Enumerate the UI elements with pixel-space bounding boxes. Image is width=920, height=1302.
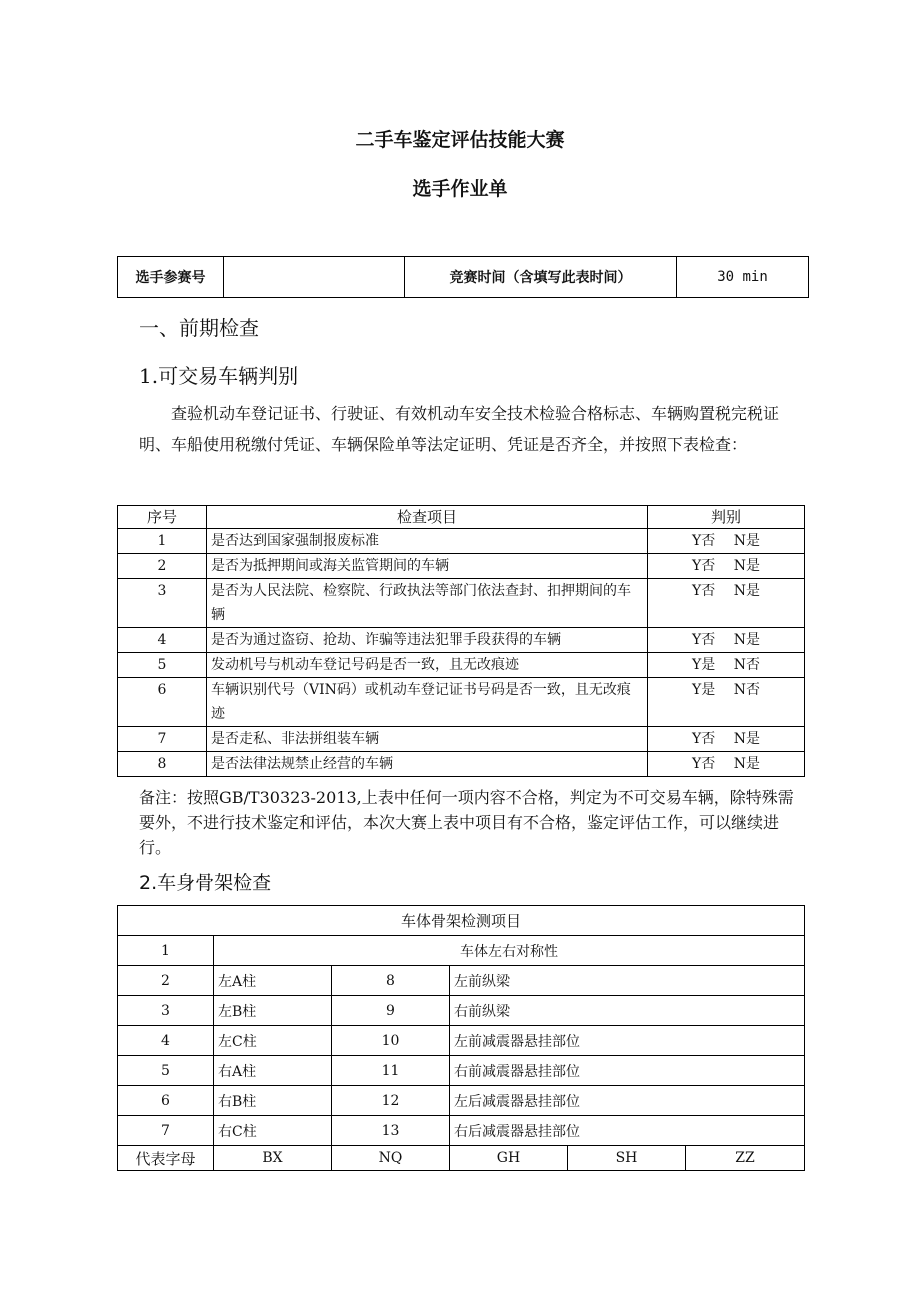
table-row bbox=[118, 529, 805, 554]
participant-info-table bbox=[117, 256, 809, 298]
row-no: 7 bbox=[118, 727, 207, 752]
row-judge[interactable]: Y否 N是 bbox=[648, 554, 805, 579]
code-letter: GH bbox=[450, 1146, 568, 1171]
remark-note: 备注：按照GB/T30323-2013,上表中任何一项内容不合格，判定为不可交易车辆，除特殊需要外，不进行技术鉴定和评估，本次大赛上表中项目有不合格，鉴定评估工作，可以继续进行。 bbox=[139, 788, 794, 857]
frame-no-right: 11 bbox=[332, 1056, 450, 1086]
frame-item-left: 右C柱 bbox=[214, 1116, 332, 1146]
row-item: 是否为抵押期间或海关监管期间的车辆 bbox=[207, 554, 648, 579]
table-row bbox=[118, 653, 805, 678]
table-row bbox=[118, 579, 805, 628]
document-subtitle: 选手作业单 bbox=[412, 178, 508, 200]
codes-row bbox=[118, 1146, 805, 1171]
row-no: 6 bbox=[118, 678, 207, 727]
time-value: 30 min bbox=[677, 257, 809, 298]
row-judge[interactable]: Y否 N是 bbox=[648, 628, 805, 653]
participant-number-field[interactable] bbox=[224, 257, 405, 298]
subheading-body-frame-check: 2.车身骨架检查 bbox=[139, 872, 272, 894]
table-row bbox=[118, 752, 805, 777]
frame-no: 1 bbox=[118, 936, 214, 966]
row-no: 4 bbox=[118, 628, 207, 653]
table-row bbox=[118, 727, 805, 752]
frame-item-left: 左B柱 bbox=[214, 996, 332, 1026]
subheading-tradeable-vehicle: 1.可交易车辆判别 bbox=[139, 364, 299, 388]
table-header-row bbox=[118, 506, 805, 529]
row-no: 5 bbox=[118, 653, 207, 678]
table-row bbox=[118, 1116, 805, 1146]
header-judge: 判别 bbox=[648, 506, 805, 529]
frame-item-right: 右前纵梁 bbox=[450, 996, 805, 1026]
frame-no-right: 8 bbox=[332, 966, 450, 996]
frame-item-left: 左C柱 bbox=[214, 1026, 332, 1056]
frame-item-left: 右B柱 bbox=[214, 1086, 332, 1116]
frame-item-right: 左前减震器悬挂部位 bbox=[450, 1026, 805, 1056]
frame-item-left: 右A柱 bbox=[214, 1056, 332, 1086]
frame-table-title: 车体骨架检测项目 bbox=[118, 906, 805, 936]
frame-no: 3 bbox=[118, 996, 214, 1026]
row-item: 车辆识别代号（VIN码）或机动车登记证书号码是否一致，且无改痕迹 bbox=[207, 678, 648, 727]
frame-item-right: 右后减震器悬挂部位 bbox=[450, 1116, 805, 1146]
row-judge[interactable]: Y否 N是 bbox=[648, 752, 805, 777]
row-judge[interactable]: Y否 N是 bbox=[648, 727, 805, 752]
table-row bbox=[118, 1086, 805, 1116]
frame-item-right: 左后减震器悬挂部位 bbox=[450, 1086, 805, 1116]
frame-no-right: 13 bbox=[332, 1116, 450, 1146]
row-judge[interactable]: Y否 N是 bbox=[648, 529, 805, 554]
row-no: 2 bbox=[118, 554, 207, 579]
frame-item: 车体左右对称性 bbox=[214, 936, 805, 966]
header-no: 序号 bbox=[118, 506, 207, 529]
row-judge[interactable]: Y是 N否 bbox=[648, 678, 805, 727]
row-item: 是否走私、非法拼组装车辆 bbox=[207, 727, 648, 752]
frame-no: 5 bbox=[118, 1056, 214, 1086]
frame-no: 4 bbox=[118, 1026, 214, 1056]
code-letter: NQ bbox=[332, 1146, 450, 1171]
frame-item-right: 左前纵梁 bbox=[450, 966, 805, 996]
table-row bbox=[118, 996, 805, 1026]
body-frame-table bbox=[117, 905, 805, 1171]
row-item: 是否法律法规禁止经营的车辆 bbox=[207, 752, 648, 777]
code-letter: ZZ bbox=[686, 1146, 805, 1171]
table-row bbox=[118, 628, 805, 653]
frame-no: 6 bbox=[118, 1086, 214, 1116]
frame-no-right: 10 bbox=[332, 1026, 450, 1056]
frame-no-right: 12 bbox=[332, 1086, 450, 1116]
row-no: 8 bbox=[118, 752, 207, 777]
time-label: 竞赛时间（含填写此表时间） bbox=[405, 257, 677, 298]
section-heading-preliminary-check: 一、前期检查 bbox=[139, 316, 259, 340]
code-letter: SH bbox=[568, 1146, 686, 1171]
participant-label: 选手参赛号 bbox=[118, 257, 224, 298]
frame-item-right: 右前减震器悬挂部位 bbox=[450, 1056, 805, 1086]
document-title: 二手车鉴定评估技能大赛 bbox=[355, 129, 565, 151]
frame-item-left: 左A柱 bbox=[214, 966, 332, 996]
row-item: 是否达到国家强制报废标准 bbox=[207, 529, 648, 554]
table-row bbox=[118, 1056, 805, 1086]
instruction-paragraph: 查验机动车登记证书、行驶证、有效机动车安全技术检验合格标志、车辆购置税完税证明、车船使用税缴付凭证、车辆保险单等法定证明、凭证是否齐全，并按照下表检查： bbox=[139, 404, 780, 454]
table-row bbox=[118, 554, 805, 579]
row-judge[interactable]: Y否 N是 bbox=[648, 579, 805, 628]
codes-label: 代表字母 bbox=[118, 1146, 214, 1171]
row-item: 是否为通过盗窃、抢劫、诈骗等违法犯罪手段获得的车辆 bbox=[207, 628, 648, 653]
row-no: 1 bbox=[118, 529, 207, 554]
frame-no: 7 bbox=[118, 1116, 214, 1146]
tradeable-check-table bbox=[117, 505, 805, 777]
frame-no: 2 bbox=[118, 966, 214, 996]
row-no: 3 bbox=[118, 579, 207, 628]
table-row bbox=[118, 936, 805, 966]
row-item: 发动机号与机动车登记号码是否一致，且无改痕迹 bbox=[207, 653, 648, 678]
row-item: 是否为人民法院、检察院、行政执法等部门依法查封、扣押期间的车辆 bbox=[207, 579, 648, 628]
table-row bbox=[118, 966, 805, 996]
table-row bbox=[118, 1026, 805, 1056]
frame-no-right: 9 bbox=[332, 996, 450, 1026]
table-row bbox=[118, 678, 805, 727]
header-item: 检查项目 bbox=[207, 506, 648, 529]
code-letter: BX bbox=[214, 1146, 332, 1171]
row-judge[interactable]: Y是 N否 bbox=[648, 653, 805, 678]
